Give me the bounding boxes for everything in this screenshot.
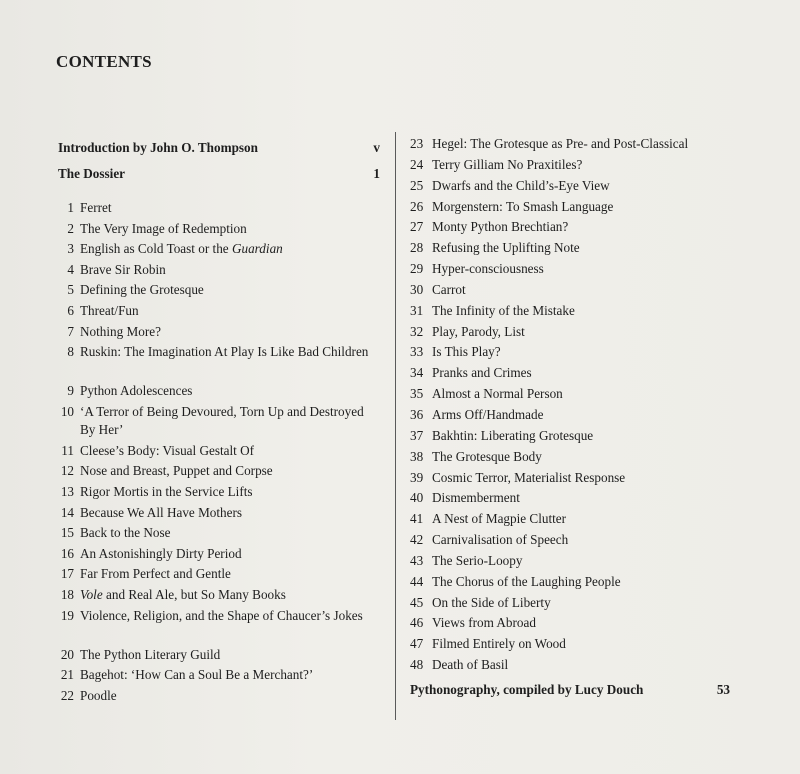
chapter-entry bbox=[410, 323, 740, 344]
chapter-title: Threat/Fun bbox=[80, 302, 139, 318]
chapter-number: 46 bbox=[410, 615, 424, 631]
chapter-number: 33 bbox=[410, 344, 424, 360]
chapter-entry bbox=[410, 343, 740, 364]
chapter-number: 37 bbox=[410, 427, 424, 443]
chapter-entry bbox=[58, 483, 380, 504]
chapter-number: 16 bbox=[60, 545, 74, 561]
chapter-number: 25 bbox=[410, 177, 424, 193]
chapter-title: The Infinity of the Mistake bbox=[432, 302, 575, 318]
chapter-title: A Nest of Magpie Clutter bbox=[432, 511, 567, 527]
chapter-title: Ruskin: The Imagination At Play Is Like Bad Children bbox=[80, 344, 369, 360]
chapter-entry bbox=[58, 565, 380, 586]
chapter-title: The Serio-Loopy bbox=[432, 552, 523, 568]
chapter-number: 7 bbox=[67, 323, 74, 339]
chapter-entry bbox=[58, 323, 380, 344]
chapter-title: and Real Ale, but So Many Books bbox=[102, 586, 286, 602]
chapter-entry bbox=[58, 545, 380, 566]
chapter-number: 35 bbox=[410, 386, 424, 402]
chapter-title: Poodle bbox=[80, 687, 117, 703]
chapter-title: Defining the Grotesque bbox=[80, 282, 204, 298]
chapter-number: 29 bbox=[410, 261, 424, 277]
bibliography-label: Pythonography, compiled by Lucy Douch bbox=[410, 681, 644, 697]
chapter-title: Monty Python Brechtian? bbox=[432, 219, 569, 235]
chapter-number: 39 bbox=[410, 469, 424, 485]
dossier-label: The Dossier bbox=[58, 166, 126, 181]
chapter-number: 14 bbox=[60, 504, 74, 520]
chapter-number: 3 bbox=[67, 241, 74, 257]
chapter-title: Nothing More? bbox=[80, 323, 161, 339]
chapter-entry bbox=[410, 573, 740, 594]
chapter-title: Bagehot: ‘How Can a Soul Be a Merchant?’ bbox=[80, 667, 314, 683]
chapter-title: Is This Play? bbox=[432, 344, 501, 360]
chapter-number: 26 bbox=[410, 198, 424, 214]
intro-entry bbox=[58, 139, 380, 165]
chapter-entry bbox=[58, 504, 380, 525]
chapter-title: Morgenstern: To Smash Language bbox=[432, 198, 614, 214]
chapter-entry bbox=[58, 586, 380, 607]
intro-page: v bbox=[373, 140, 380, 155]
chapter-title: Cleese’s Body: Visual Gestalt Of bbox=[80, 442, 255, 458]
chapter-entry bbox=[58, 261, 380, 282]
chapter-title-italic: Guardian bbox=[231, 241, 283, 257]
chapter-number: 6 bbox=[67, 302, 74, 318]
left-column bbox=[58, 139, 380, 707]
chapter-number: 31 bbox=[410, 302, 424, 318]
chapter-title: Cosmic Terror, Materialist Response bbox=[432, 469, 626, 485]
chapter-title: An Astonishingly Dirty Period bbox=[80, 545, 242, 561]
chapter-number: 2 bbox=[67, 220, 74, 236]
chapter-title: Play, Parody, List bbox=[432, 323, 525, 339]
chapter-entry bbox=[410, 531, 740, 552]
chapter-entry bbox=[410, 594, 740, 615]
chapter-entry bbox=[410, 406, 740, 427]
chapter-number: 27 bbox=[410, 219, 424, 235]
chapter-entry bbox=[58, 524, 380, 545]
chapter-number: 44 bbox=[410, 573, 424, 589]
right-column bbox=[410, 135, 740, 699]
chapter-title: Death of Basil bbox=[432, 657, 509, 673]
dossier-entry bbox=[58, 165, 380, 199]
chapter-entry bbox=[410, 489, 740, 510]
chapter-entry bbox=[58, 240, 380, 261]
chapter-title: Python Adolescences bbox=[80, 383, 193, 399]
chapter-number: 42 bbox=[410, 532, 424, 548]
chapter-title: Back to the Nose bbox=[80, 525, 171, 541]
chapter-number: 28 bbox=[410, 240, 424, 256]
chapter-entry bbox=[58, 687, 380, 708]
chapter-entry bbox=[410, 260, 740, 281]
chapter-entry bbox=[58, 343, 380, 382]
chapter-entry bbox=[58, 666, 380, 687]
chapter-number: 4 bbox=[67, 261, 74, 277]
chapter-title: Nose and Breast, Puppet and Corpse bbox=[80, 463, 273, 479]
chapter-number: 10 bbox=[60, 403, 74, 419]
chapter-entry bbox=[58, 462, 380, 483]
chapter-number: 1 bbox=[67, 200, 74, 215]
chapter-entry bbox=[410, 385, 740, 406]
chapter-number: 12 bbox=[60, 463, 74, 479]
chapter-number: 18 bbox=[60, 586, 74, 602]
chapter-entry bbox=[410, 656, 740, 677]
chapter-title-italic: Vole bbox=[80, 586, 103, 602]
chapter-entry bbox=[58, 382, 380, 403]
column-divider bbox=[395, 132, 396, 720]
chapter-title: Carrot bbox=[432, 281, 466, 297]
chapter-number: 38 bbox=[410, 448, 424, 464]
chapter-entry bbox=[410, 135, 740, 156]
chapter-entry bbox=[410, 302, 740, 323]
chapter-number: 47 bbox=[410, 636, 424, 652]
chapter-number: 30 bbox=[410, 281, 424, 297]
chapter-title: On the Side of Liberty bbox=[432, 594, 551, 610]
chapter-entry bbox=[58, 646, 380, 667]
chapter-entry bbox=[410, 177, 740, 198]
chapter-number: 40 bbox=[410, 490, 424, 506]
chapter-entry bbox=[58, 199, 380, 220]
chapter-number: 13 bbox=[60, 483, 74, 499]
chapter-title: Pranks and Crimes bbox=[432, 365, 532, 381]
chapter-title: Views from Abroad bbox=[432, 615, 536, 631]
chapter-title: Bakhtin: Liberating Grotesque bbox=[432, 427, 594, 443]
chapter-title: Rigor Mortis in the Service Lifts bbox=[80, 483, 253, 499]
chapter-title: Filmed Entirely on Wood bbox=[432, 636, 566, 652]
chapter-title: Brave Sir Robin bbox=[80, 261, 166, 277]
chapter-entry bbox=[410, 239, 740, 260]
chapter-entry bbox=[410, 635, 740, 656]
chapter-entry bbox=[410, 448, 740, 469]
chapter-entry bbox=[410, 198, 740, 219]
chapter-number: 41 bbox=[410, 511, 424, 527]
chapter-title: English as Cold Toast or the bbox=[80, 241, 232, 257]
right-chapter-list bbox=[410, 135, 740, 677]
chapter-title: Dismemberment bbox=[432, 490, 520, 506]
chapter-title: Violence, Religion, and the Shape of Chaucer’s Jokes bbox=[80, 607, 363, 623]
chapter-entry bbox=[410, 281, 740, 302]
chapter-number: 8 bbox=[67, 344, 74, 360]
chapter-title: Because We All Have Mothers bbox=[80, 504, 243, 520]
chapter-title: Ferret bbox=[80, 200, 112, 215]
chapter-number: 11 bbox=[61, 442, 74, 458]
chapter-entry bbox=[58, 281, 380, 302]
chapter-number: 34 bbox=[410, 365, 424, 381]
chapter-entry bbox=[410, 218, 740, 239]
chapter-number: 9 bbox=[67, 383, 74, 399]
intro-label: Introduction by John O. Thompson bbox=[58, 140, 258, 155]
chapter-entry bbox=[410, 469, 740, 490]
chapter-title: Carnivalisation of Speech bbox=[432, 532, 569, 548]
chapter-number: 21 bbox=[60, 667, 74, 683]
chapter-entry bbox=[410, 510, 740, 531]
chapter-number: 36 bbox=[410, 406, 424, 422]
chapter-title: ‘A Terror of Being Devoured, Torn Up and Destroyed By Her’ bbox=[80, 403, 364, 437]
chapter-number: 5 bbox=[67, 282, 74, 298]
chapter-title: Dwarfs and the Child’s-Eye View bbox=[432, 177, 610, 193]
chapter-number: 45 bbox=[410, 594, 424, 610]
chapter-entry bbox=[410, 427, 740, 448]
dossier-page: 1 bbox=[373, 166, 380, 181]
left-chapter-list bbox=[58, 199, 380, 707]
chapter-number: 32 bbox=[410, 323, 424, 339]
chapter-number: 48 bbox=[410, 657, 424, 673]
chapter-entry bbox=[58, 442, 380, 463]
chapter-number: 43 bbox=[410, 552, 424, 568]
chapter-number: 24 bbox=[410, 156, 424, 172]
chapter-title: Almost a Normal Person bbox=[432, 386, 563, 402]
chapter-title: Arms Off/Handmade bbox=[432, 406, 544, 422]
chapter-number: 22 bbox=[60, 687, 74, 703]
chapter-entry bbox=[410, 552, 740, 573]
chapter-title: Hegel: The Grotesque as Pre- and Post-Classical bbox=[432, 136, 689, 151]
chapter-entry bbox=[58, 607, 380, 646]
chapter-number: 23 bbox=[410, 136, 424, 151]
chapter-entry bbox=[410, 614, 740, 635]
chapter-number: 15 bbox=[60, 525, 74, 541]
page-title: CONTENTS bbox=[56, 52, 152, 71]
chapter-entry bbox=[58, 403, 380, 442]
bibliography-page: 53 bbox=[716, 681, 730, 697]
chapter-entry bbox=[410, 364, 740, 385]
chapter-title: Far From Perfect and Gentle bbox=[80, 566, 231, 582]
chapter-number: 19 bbox=[60, 607, 74, 623]
chapter-title: Hyper-consciousness bbox=[432, 261, 544, 277]
chapter-title: The Grotesque Body bbox=[432, 448, 542, 464]
chapter-title: The Very Image of Redemption bbox=[80, 220, 247, 236]
chapter-title: Refusing the Uplifting Note bbox=[432, 240, 580, 256]
chapter-title: Terry Gilliam No Praxitiles? bbox=[432, 156, 583, 172]
chapter-title: The Python Literary Guild bbox=[80, 646, 221, 662]
chapter-number: 17 bbox=[60, 566, 74, 582]
chapter-title: The Chorus of the Laughing People bbox=[432, 573, 621, 589]
chapter-entry bbox=[58, 302, 380, 323]
chapter-entry bbox=[410, 156, 740, 177]
chapter-entry bbox=[58, 220, 380, 241]
bibliography-entry bbox=[410, 681, 740, 699]
chapter-number: 20 bbox=[60, 646, 74, 662]
